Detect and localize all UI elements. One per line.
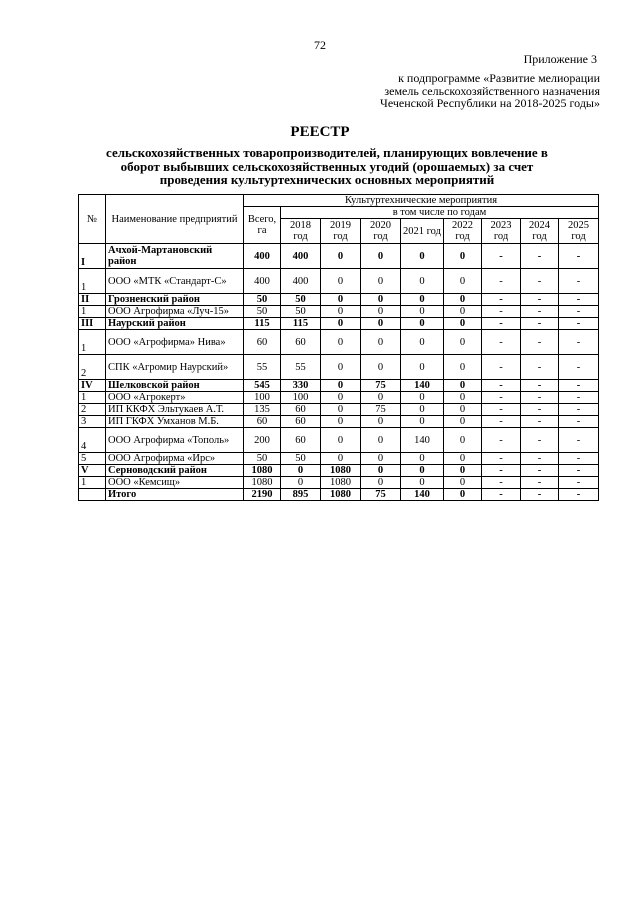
- row-year-value: 0: [401, 416, 444, 428]
- row-year-value: -: [482, 294, 521, 306]
- row-year-value: 0: [361, 453, 401, 465]
- header-total: Всего, га: [244, 207, 281, 244]
- table-row: [79, 269, 599, 294]
- header-year: 2020 год: [361, 219, 401, 244]
- heading-line: оборот выбывших сельскохозяйственных угодий (орошаемых) за счет: [120, 158, 534, 174]
- row-number: 2: [79, 404, 106, 416]
- row-year-value: -: [559, 453, 599, 465]
- page-number: 72: [314, 38, 326, 52]
- header-name: Наименование предприятий: [106, 195, 244, 244]
- row-year-value: 0: [321, 294, 361, 306]
- row-year-value: 60: [281, 404, 321, 416]
- row-year-value: -: [482, 244, 521, 269]
- table-row: [79, 416, 599, 428]
- row-year-value: 0: [401, 453, 444, 465]
- row-year-value: 0: [444, 306, 482, 318]
- header-year: 2024 год: [521, 219, 559, 244]
- row-year-value: -: [482, 355, 521, 380]
- row-year-value: -: [521, 392, 559, 404]
- header-year: 2025 год: [559, 219, 599, 244]
- row-number: 3: [79, 416, 106, 428]
- row-year-value: 0: [361, 318, 401, 330]
- row-year-value: -: [521, 269, 559, 294]
- row-year-value: 0: [401, 269, 444, 294]
- row-year-value: -: [559, 244, 599, 269]
- table-row: [79, 428, 599, 453]
- table-row: [79, 355, 599, 380]
- row-year-value: 0: [444, 294, 482, 306]
- row-year-value: 0: [361, 465, 401, 477]
- row-number: II: [79, 294, 106, 306]
- row-year-value: -: [482, 318, 521, 330]
- row-total: 400: [244, 269, 281, 294]
- row-year-value: 400: [281, 244, 321, 269]
- district-row: [79, 294, 599, 306]
- row-year-value: -: [559, 355, 599, 380]
- row-year-value: -: [559, 380, 599, 392]
- row-year-value: 140: [401, 428, 444, 453]
- row-year-value: -: [521, 330, 559, 355]
- district-row: [79, 318, 599, 330]
- row-year-value: 75: [361, 489, 401, 501]
- row-year-value: 0: [321, 306, 361, 318]
- row-number: I: [79, 244, 106, 269]
- row-year-value: -: [482, 453, 521, 465]
- row-total: 55: [244, 355, 281, 380]
- row-name: Итого: [106, 489, 244, 501]
- subtitle-line: земель сельскохозяйственного назначения: [384, 83, 600, 98]
- row-year-value: 0: [321, 318, 361, 330]
- row-year-value: 0: [444, 428, 482, 453]
- row-name: Грозненский район: [106, 294, 244, 306]
- row-total: 135: [244, 404, 281, 416]
- row-total: 115: [244, 318, 281, 330]
- row-year-value: 0: [444, 416, 482, 428]
- table-row: [79, 392, 599, 404]
- row-name: ООО «Кемсищ»: [106, 477, 244, 489]
- row-year-value: 0: [321, 453, 361, 465]
- row-year-value: -: [559, 330, 599, 355]
- subtitle-line: к подпрограмме «Развитие мелиорации: [398, 71, 600, 85]
- row-name: СПК «Агромир Наурский»: [106, 355, 244, 380]
- table-row: [79, 306, 599, 318]
- row-number: 2: [79, 355, 106, 380]
- row-name: Шелковской район: [106, 380, 244, 392]
- district-row: [79, 380, 599, 392]
- row-year-value: 0: [321, 428, 361, 453]
- row-year-value: -: [482, 465, 521, 477]
- row-year-value: -: [521, 244, 559, 269]
- row-year-value: 0: [401, 392, 444, 404]
- row-year-value: -: [482, 477, 521, 489]
- header-year: 2021 год: [401, 219, 444, 244]
- row-year-value: -: [559, 404, 599, 416]
- row-year-value: 400: [281, 269, 321, 294]
- row-year-value: -: [559, 318, 599, 330]
- row-total: 1080: [244, 477, 281, 489]
- row-name: ООО Агрофирма «Луч-15»: [106, 306, 244, 318]
- row-name: ООО «Агрофирма» Нива»: [106, 330, 244, 355]
- row-year-value: -: [559, 392, 599, 404]
- row-year-value: -: [559, 477, 599, 489]
- row-year-value: -: [521, 465, 559, 477]
- row-name: ООО Агрофирма «Тополь»: [106, 428, 244, 453]
- row-total: 50: [244, 453, 281, 465]
- row-year-value: 75: [361, 404, 401, 416]
- row-year-value: 50: [281, 306, 321, 318]
- row-year-value: 0: [444, 392, 482, 404]
- row-year-value: -: [521, 489, 559, 501]
- row-year-value: 100: [281, 392, 321, 404]
- row-year-value: 0: [321, 355, 361, 380]
- row-year-value: -: [521, 294, 559, 306]
- row-number: 1: [79, 477, 106, 489]
- row-year-value: 0: [401, 477, 444, 489]
- row-year-value: 60: [281, 330, 321, 355]
- district-row: [79, 244, 599, 269]
- row-year-value: 0: [401, 306, 444, 318]
- row-year-value: 895: [281, 489, 321, 501]
- row-name: Серноводский район: [106, 465, 244, 477]
- heading-line: проведения культуртехнических основных мероприятий: [159, 172, 495, 187]
- subtitle-line: Чеченской Республики на 2018-2025 годы»: [380, 96, 600, 110]
- row-total: 100: [244, 392, 281, 404]
- row-year-value: -: [559, 465, 599, 477]
- row-year-value: -: [482, 380, 521, 392]
- row-year-value: 0: [444, 355, 482, 380]
- row-total: 200: [244, 428, 281, 453]
- row-number: 1: [79, 392, 106, 404]
- row-year-value: 0: [321, 269, 361, 294]
- row-year-value: 0: [401, 330, 444, 355]
- row-year-value: -: [482, 306, 521, 318]
- row-number: V: [79, 465, 106, 477]
- district-row: [79, 465, 599, 477]
- row-year-value: 0: [361, 330, 401, 355]
- table-row: [79, 404, 599, 416]
- row-year-value: 0: [401, 294, 444, 306]
- row-number: 1: [79, 330, 106, 355]
- row-year-value: 0: [361, 306, 401, 318]
- header-year: 2019 год: [321, 219, 361, 244]
- row-year-value: 0: [321, 244, 361, 269]
- row-year-value: 0: [444, 477, 482, 489]
- row-total: 50: [244, 306, 281, 318]
- row-year-value: 0: [361, 477, 401, 489]
- row-year-value: -: [559, 269, 599, 294]
- row-year-value: 0: [321, 416, 361, 428]
- header-by-year: в том числе по годам: [281, 207, 599, 219]
- row-year-value: 0: [444, 489, 482, 501]
- row-total: 2190: [244, 489, 281, 501]
- row-total: 60: [244, 416, 281, 428]
- row-year-value: 0: [444, 404, 482, 416]
- row-year-value: -: [482, 404, 521, 416]
- document-title: РЕЕСТР: [290, 124, 350, 140]
- row-year-value: -: [559, 428, 599, 453]
- row-total: 1080: [244, 465, 281, 477]
- row-year-value: 0: [321, 330, 361, 355]
- row-year-value: -: [521, 318, 559, 330]
- row-year-value: 0: [444, 318, 482, 330]
- header-number: №: [79, 195, 106, 244]
- document-heading: [62, 146, 592, 187]
- row-name: ООО «Агрокерт»: [106, 392, 244, 404]
- row-year-value: -: [521, 477, 559, 489]
- row-year-value: 60: [281, 416, 321, 428]
- row-number: III: [79, 318, 106, 330]
- row-year-value: -: [521, 416, 559, 428]
- row-year-value: 0: [361, 244, 401, 269]
- row-year-value: 0: [444, 269, 482, 294]
- row-year-value: 0: [444, 330, 482, 355]
- row-year-value: -: [521, 355, 559, 380]
- row-name: ИП ККФХ Эльтукаев А.Т.: [106, 404, 244, 416]
- row-year-value: 0: [401, 318, 444, 330]
- row-year-value: 0: [401, 404, 444, 416]
- row-number: 5: [79, 453, 106, 465]
- row-total: 400: [244, 244, 281, 269]
- heading-line: сельскохозяйственных товаропроизводителей, планирующих вовлечение в: [106, 145, 548, 160]
- row-year-value: 0: [361, 294, 401, 306]
- row-year-value: -: [482, 392, 521, 404]
- row-year-value: -: [559, 416, 599, 428]
- row-name: Наурский район: [106, 318, 244, 330]
- row-year-value: 0: [444, 380, 482, 392]
- row-year-value: -: [559, 294, 599, 306]
- row-year-value: -: [559, 306, 599, 318]
- row-year-value: 50: [281, 453, 321, 465]
- row-total: 545: [244, 380, 281, 392]
- row-year-value: 0: [281, 465, 321, 477]
- table-row: [79, 477, 599, 489]
- row-year-value: -: [482, 428, 521, 453]
- row-year-value: 1080: [321, 489, 361, 501]
- row-name: ООО Агрофирма «Ирс»: [106, 453, 244, 465]
- row-year-value: -: [521, 380, 559, 392]
- row-number: [79, 489, 106, 501]
- row-year-value: 0: [401, 244, 444, 269]
- table-body: [79, 244, 599, 501]
- row-year-value: 0: [361, 428, 401, 453]
- row-year-value: 0: [361, 392, 401, 404]
- header-year: 2018 год: [281, 219, 321, 244]
- row-year-value: -: [521, 404, 559, 416]
- header-year: 2023 год: [482, 219, 521, 244]
- row-year-value: 140: [401, 380, 444, 392]
- table-row: [79, 330, 599, 355]
- row-year-value: 60: [281, 428, 321, 453]
- row-year-value: 0: [444, 453, 482, 465]
- row-year-value: -: [559, 489, 599, 501]
- row-year-value: 0: [321, 392, 361, 404]
- row-year-value: -: [482, 416, 521, 428]
- row-name: ИП ГКФХ Умханов М.Б.: [106, 416, 244, 428]
- appendix-label: Приложение 3: [523, 52, 597, 66]
- row-number: 4: [79, 428, 106, 453]
- row-year-value: 115: [281, 318, 321, 330]
- row-total: 60: [244, 330, 281, 355]
- header-year: 2022 год: [444, 219, 482, 244]
- row-year-value: 0: [361, 269, 401, 294]
- row-year-value: -: [521, 306, 559, 318]
- row-number: IV: [79, 380, 106, 392]
- registry-table: [78, 194, 599, 501]
- row-year-value: 330: [281, 380, 321, 392]
- appendix-subtitle: [310, 72, 600, 110]
- row-name: Ачхой-Мартановский район: [106, 244, 244, 269]
- row-total: 50: [244, 294, 281, 306]
- row-year-value: 140: [401, 489, 444, 501]
- row-year-value: -: [482, 489, 521, 501]
- total-row: [79, 489, 599, 501]
- row-year-value: 0: [321, 404, 361, 416]
- row-name: ООО «МТК «Стандарт-С»: [106, 269, 244, 294]
- row-year-value: 1080: [321, 477, 361, 489]
- header-group: Культуртехнические мероприятия: [244, 195, 599, 207]
- row-year-value: 75: [361, 380, 401, 392]
- row-year-value: 0: [321, 380, 361, 392]
- row-year-value: -: [521, 453, 559, 465]
- row-year-value: 0: [281, 477, 321, 489]
- row-year-value: 0: [444, 244, 482, 269]
- row-year-value: 1080: [321, 465, 361, 477]
- row-year-value: 0: [444, 465, 482, 477]
- row-year-value: -: [482, 269, 521, 294]
- row-year-value: 0: [401, 355, 444, 380]
- row-year-value: -: [521, 428, 559, 453]
- row-year-value: 50: [281, 294, 321, 306]
- table-row: [79, 453, 599, 465]
- row-number: 1: [79, 306, 106, 318]
- row-year-value: 55: [281, 355, 321, 380]
- row-year-value: 0: [401, 465, 444, 477]
- row-year-value: -: [482, 330, 521, 355]
- row-year-value: 0: [361, 416, 401, 428]
- row-year-value: 0: [361, 355, 401, 380]
- row-number: 1: [79, 269, 106, 294]
